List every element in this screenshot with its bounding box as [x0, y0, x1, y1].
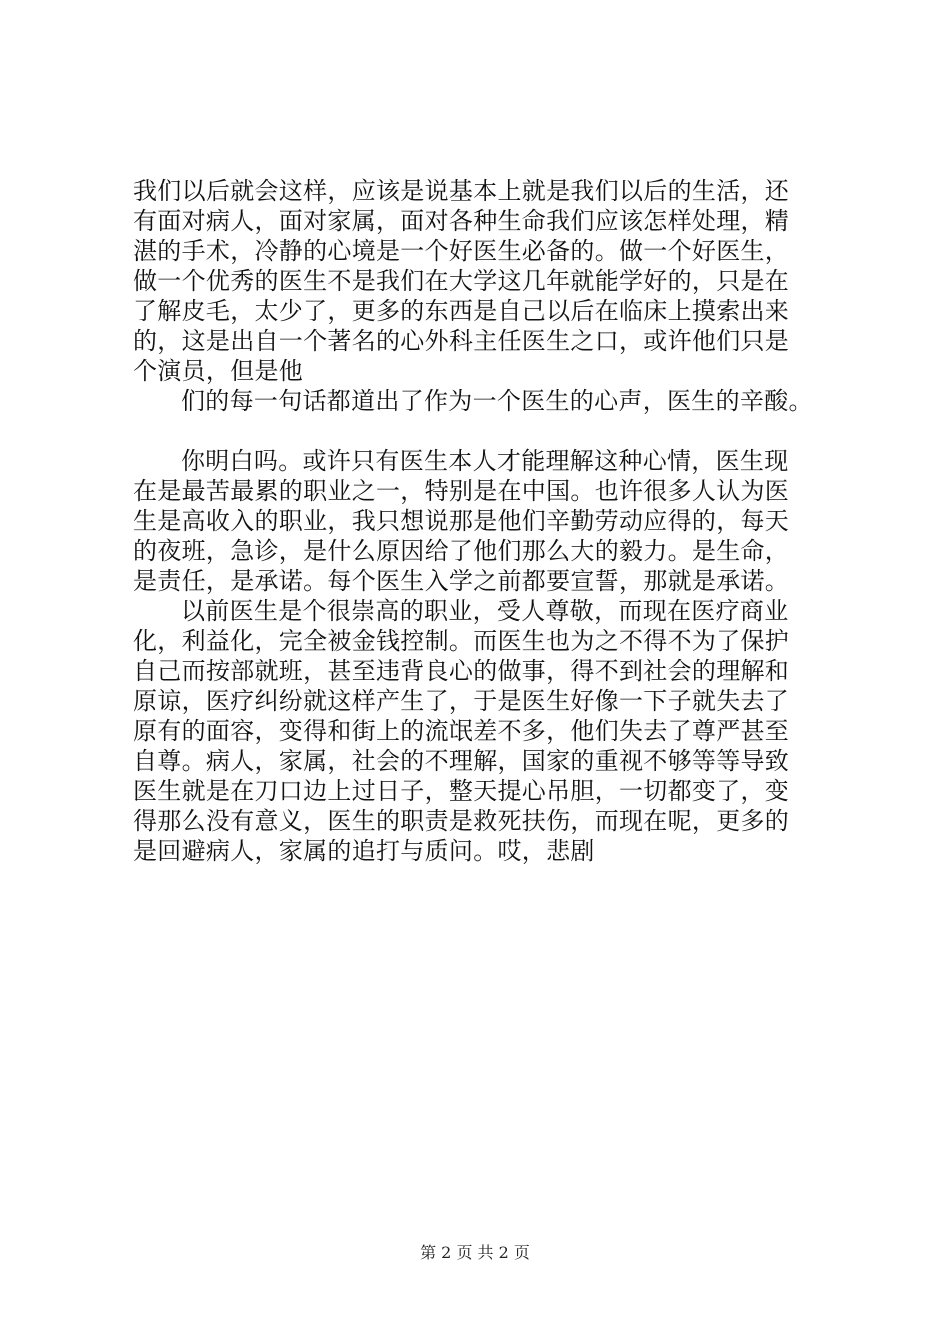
body-text — [133, 176, 853, 866]
text-line: 生是高收入的职业，我只想说那是他们辛勤劳动应得的，每天 — [133, 507, 790, 535]
text-line: 我们以后就会这样，应该是说基本上就是我们以后的生活，还 — [133, 177, 790, 205]
paragraph-gap — [133, 416, 853, 446]
paragraph-2 — [133, 386, 853, 416]
text-line: 个演员，但是他 — [133, 357, 304, 385]
text-line: 是回避病人，家属的追打与质问。哎，悲剧 — [133, 837, 595, 865]
text-line: 在是最苦最累的职业之一，特别是在中国。也许很多人认为医 — [133, 477, 790, 505]
text-line: 有面对病人，面对家属，面对各种生命我们应该怎样处理，精 — [133, 207, 790, 235]
text-line: 原谅，医疗纠纷就这样产生了，于是医生好像一下子就失去了 — [133, 687, 790, 715]
paragraph-1 — [133, 176, 853, 386]
text-line: 湛的手术，冷静的心境是一个好医生必备的。做一个好医生， — [133, 237, 790, 265]
text-line: 自尊。病人，家属，社会的不理解，国家的重视不够等等导致 — [133, 747, 790, 775]
text-line: 原有的面容，变得和街上的流氓差不多，他们失去了尊严甚至 — [133, 717, 790, 745]
text-line: 做一个优秀的医生不是我们在大学这几年就能学好的，只是在 — [133, 267, 790, 295]
page-footer — [0, 1243, 950, 1263]
page-number-label: 第 2 页 共 2 页 — [420, 1243, 530, 1262]
text-line: 了解皮毛，太少了，更多的东西是自己以后在临床上摸索出来 — [133, 297, 790, 325]
text-line: 医生就是在刀口边上过日子，整天提心吊胆，一切都变了，变 — [133, 777, 790, 805]
text-line: 是责任，是承诺。每个医生入学之前都要宣誓，那就是承诺。 — [133, 567, 790, 595]
paragraph-4 — [133, 596, 853, 866]
text-line: 你明白吗。或许只有医生本人才能理解这种心情，医生现 — [181, 447, 789, 475]
text-line: 们的每一句话都道出了作为一个医生的心声，医生的辛酸。 — [181, 387, 813, 415]
text-line: 以前医生是个很崇高的职业，受人尊敬，而现在医疗商业 — [181, 597, 789, 625]
text-line: 化，利益化，完全被金钱控制。而医生也为之不得不为了保护 — [133, 627, 790, 655]
text-line: 的，这是出自一个著名的心外科主任医生之口，或许他们只是 — [133, 327, 790, 355]
text-line: 的夜班，急诊，是什么原因给了他们那么大的毅力。是生命， — [133, 537, 790, 565]
text-line: 得那么没有意义，医生的职责是救死扶伤，而现在呢，更多的 — [133, 807, 790, 835]
text-line: 自己而按部就班，甚至违背良心的做事，得不到社会的理解和 — [133, 657, 790, 685]
paragraph-3 — [133, 446, 853, 596]
